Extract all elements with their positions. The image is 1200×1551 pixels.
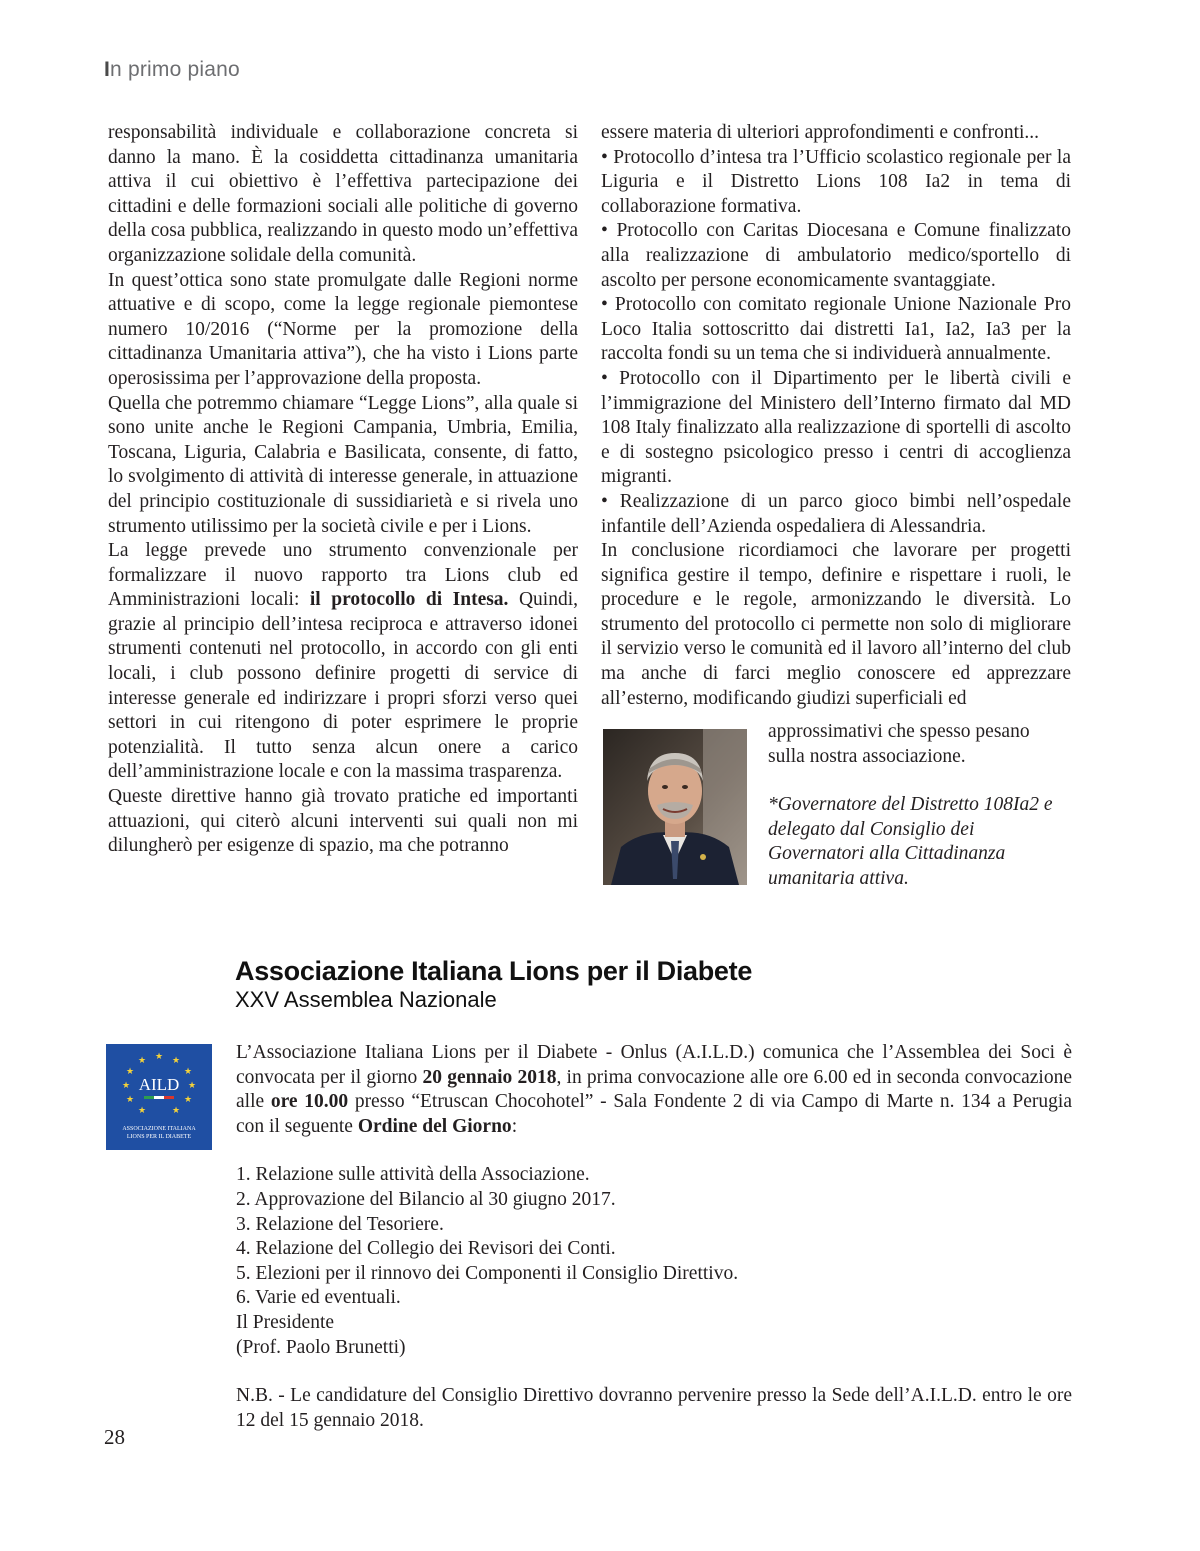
author-signature-note: *Governatore del Distretto 108Ia2 e delegato dal Consiglio dei Governatori alla Cittadinanza umanitaria attiva.	[768, 794, 1053, 889]
article-left-column	[108, 121, 578, 859]
meeting-time: ore 10.00	[270, 1091, 349, 1113]
article-paragraph	[108, 539, 578, 785]
intro-text: , in prima convocazione alle ore 6.00 ed in seconda convocazione alle	[236, 1066, 1072, 1113]
aild-announcement	[236, 1041, 1072, 1433]
agenda-item: 1. Relazione sulle attività della Associazione.	[236, 1164, 590, 1186]
signer-name: (Prof. Paolo Brunetti)	[236, 1336, 406, 1358]
svg-text:★: ★	[171, 1056, 181, 1066]
conclusion-tail: approssimativi che spesso pesano sulla nostra associazione.	[768, 721, 1030, 767]
article-paragraph: Queste direttive hanno già trovato pratiche ed importanti attuazioni, qui citerò alcuni interventi sui quali non mi dilungherò per esigenze di spazio, ma che potranno	[108, 786, 578, 857]
section-label-rest: n primo piano	[110, 58, 240, 81]
article-paragraph: responsabilità individuale e collaborazione concreta si danno la mano. È la cosiddetta cittadinanza umanitaria attiva il cui obiettivo è l’effettiva partecipazione dei cittadini e delle formazioni sociali alle politiche di governo della cosa pubblica, realizzando in questo modo un’effettiva organizzazione solidale della comunità.	[108, 122, 578, 266]
agenda-item: 5. Elezioni per il rinnovo dei Componenti il Consiglio Direttivo.	[236, 1262, 739, 1284]
logo-caption-line1: ASSOCIAZIONE ITALIANA	[122, 1126, 196, 1132]
aild-title: Associazione Italiana Lions per il Diabete	[235, 956, 753, 986]
author-portrait	[603, 729, 747, 885]
bullet-item: • Realizzazione di un parco gioco bimbi nell’ospedale infantile dell’Azienda ospedaliera di Alessandria.	[601, 490, 1071, 537]
bullet-item: • Protocollo con il Dipartimento per le libertà civili e l’immigrazione del Ministero dell’Interno firmato dal MD 108 Italy finalizzato alla realizzazione di sportelli di ascolto e di sostegno psicologico presso i centri di accoglienza migranti.	[601, 367, 1071, 488]
protocol-emphasis: il protocollo di Intesa.	[309, 589, 509, 611]
article-paragraph: Quella che potremmo chiamare “Legge Lions”, alla quale si sono unite anche le Regioni Campania, Umbria, Emilia, Toscana, Liguria, Calabria e Basilicata, consente, di fatto, lo svolgimento di attività di interesse generale, in attuazione del principio costituzionale di sussidiarietà e si rivela uno strumento utilissimo per la società civile e per i Lions.	[108, 392, 578, 537]
agenda-item: 3. Relazione del Tesoriere.	[236, 1213, 444, 1235]
nota-bene: N.B. - Le candidature del Consiglio Direttivo dovranno pervenire presso la Sede dell’A.I.L.D. entro le ore 12 del 15 gennaio 2018.	[236, 1385, 1072, 1431]
section-label	[104, 58, 240, 82]
logo-acronym: AILD	[138, 1075, 180, 1094]
svg-text:★: ★	[154, 1052, 164, 1062]
svg-text:★: ★	[125, 1095, 135, 1105]
intro-text: presso “Etruscan Chocohotel” - Sala Fondente 2 di via Campo di Marte n. 134 a Perugia con il seguente	[236, 1091, 1072, 1137]
bullet-item: • Protocollo con comitato regionale Unione Nazionale Pro Loco Italia sottoscritto dai distretti Ia1, Ia2, Ia3 per la raccolta fondi su un tema che si individuerà annualmente.	[601, 294, 1071, 365]
agenda-item: 4. Relazione del Collegio dei Revisori dei Conti.	[236, 1238, 616, 1260]
bullet-item: • Protocollo d’intesa tra l’Ufficio scolastico regionale per la Liguria e il Distretto Lions 108 Ia2 in tema di collaborazione formativa.	[601, 146, 1071, 217]
intro-text: :	[511, 1115, 518, 1137]
aild-logo	[106, 1044, 212, 1150]
svg-text:★: ★	[137, 1106, 147, 1116]
signer-role: Il Presidente	[236, 1311, 335, 1333]
svg-text:★: ★	[183, 1067, 193, 1077]
logo-caption-line2: LIONS PER IL DIABETE	[126, 1134, 192, 1140]
agenda-item: 2. Approvazione del Bilancio al 30 giugno 2017.	[236, 1188, 616, 1210]
article-right-tail	[768, 720, 1071, 892]
svg-text:★: ★	[187, 1081, 197, 1091]
agenda-heading: Ordine del Giorno	[357, 1115, 512, 1137]
aild-subtitle: XXV Assemblea Nazionale	[235, 987, 497, 1012]
agenda-item: 6. Varie ed eventuali.	[236, 1287, 401, 1309]
article-paragraph: essere materia di ulteriori approfondimenti e confronti...	[601, 122, 1040, 143]
paragraph-text: Quindi, grazie al principio dell’intesa reciproca e attraverso idonei strumenti contenuti nel protocollo, in accordo con gli enti locali, i club possono definire progetti di service di interesse generale ed indirizzare i propri sforzi verso quei settori in cui ritengono di poter esprimere le proprie potenzialità. Il tutto senza alcun onere a carico dell’amministrazione locale e con la massima trasparenza.	[108, 589, 578, 783]
agenda-list	[236, 1163, 1072, 1360]
conclusion-paragraph: In conclusione ricordiamoci che lavorare per progetti significa gestire il tempo, definire e rispettare i ruoli, le procedure e le regole, armonizzando le diversità. Lo strumento del protocollo ci permette non solo di migliorare il servizio verso le comunità ed il lavoro all’interno del club ma anche di farci meglio conoscere ed apprezzare all’esterno, modificando giudizi superficiali ed	[601, 540, 1071, 709]
svg-text:★: ★	[121, 1081, 131, 1091]
svg-text:★: ★	[125, 1067, 135, 1077]
article-paragraph: In quest’ottica sono state promulgate dalle Regioni norme attuative e di scopo, come la legge regionale piemontese numero 10/2016 (“Norme per la promozione della cittadinanza Umanitaria attiva”), che ha visto i Lions parte operosissima per l’approvazione della proposta.	[108, 269, 578, 389]
aild-logo-image	[106, 1044, 212, 1150]
meeting-date: 20 gennaio 2018	[422, 1066, 557, 1088]
author-portrait-image	[603, 729, 747, 885]
aild-intro	[236, 1041, 1072, 1139]
section-label-initial: I	[104, 58, 111, 81]
intro-text: L’Associazione Italiana Lions per il Diabete - Onlus (A.I.L.D.) comunica che l’Assemblea dei Soci è convocata per il giorno	[236, 1042, 1072, 1088]
page-number: 28	[104, 1425, 125, 1449]
paragraph-text: La legge prevede uno strumento convenzionale per formalizzare il nuovo rapporto tra Lions club ed Amministrazioni locali:	[108, 540, 578, 611]
svg-text:★: ★	[137, 1056, 147, 1066]
article-right-column	[601, 121, 1071, 711]
svg-text:★: ★	[171, 1106, 181, 1116]
svg-text:★: ★	[183, 1095, 193, 1105]
bullet-item: • Protocollo con Caritas Diocesana e Comune finalizzato alla realizzazione di ambulatorio medico/sportello di ascolto per persone economicamente svantaggiate.	[601, 220, 1071, 291]
